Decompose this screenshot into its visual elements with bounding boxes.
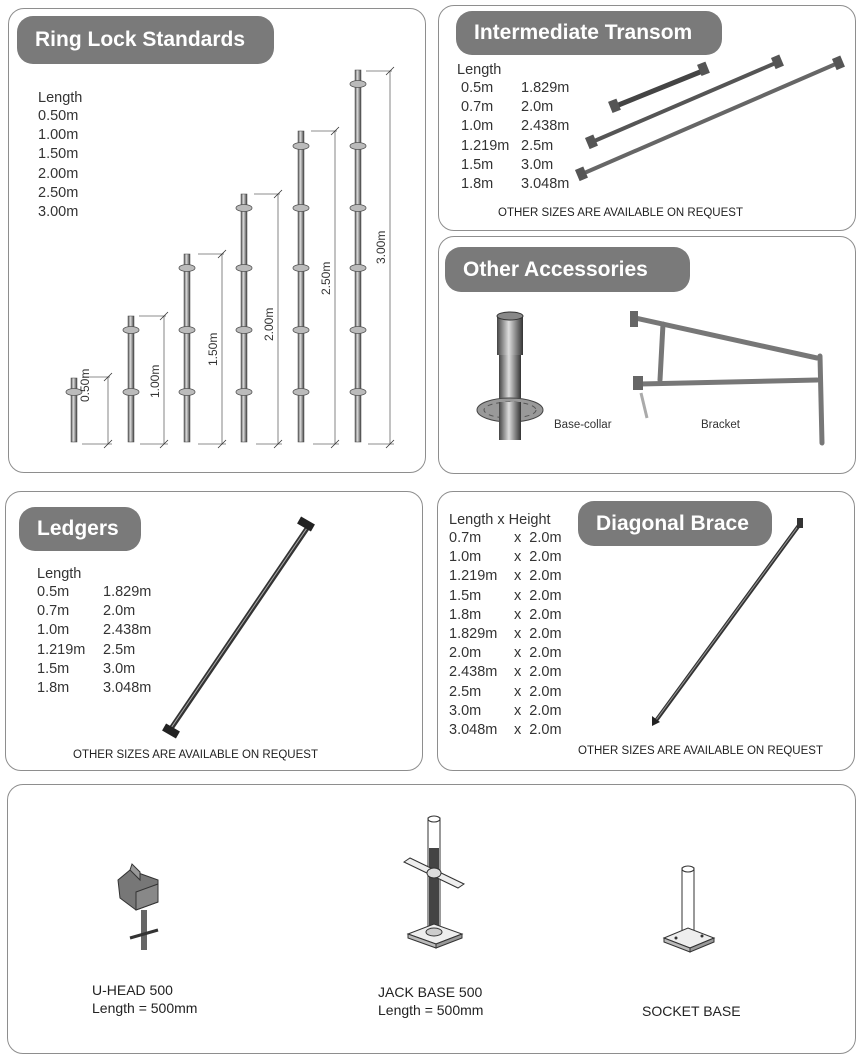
transom-length: 2.5m xyxy=(521,137,554,154)
ring-lock-length: 0.50m xyxy=(38,108,79,124)
transom-length: 1.8m xyxy=(461,175,494,192)
transom-note: OTHER SIZES ARE AVAILABLE ON REQUEST xyxy=(498,207,743,219)
ring-lock-length: 3.00m xyxy=(38,203,79,220)
brace-height: x 2.0m xyxy=(514,664,562,681)
u-head-icon xyxy=(110,862,170,962)
brace-height: x 2.0m xyxy=(514,683,562,700)
ledger-length: 1.219m xyxy=(37,641,86,658)
u-head-spec: Length = 500mm xyxy=(92,1000,198,1016)
ledgers-title: Ledgers xyxy=(19,507,141,551)
brace-height: x 2.0m xyxy=(514,625,562,642)
transom-length: 3.0m xyxy=(521,156,554,173)
diagonal-brace-title: Diagonal Brace xyxy=(578,501,772,546)
socket-base-icon xyxy=(656,862,726,962)
diagonal-brace-header: Length x Height xyxy=(449,512,551,528)
dimension-label-1-50m: 1.50m xyxy=(206,332,220,366)
brace-height: x 2.0m xyxy=(514,587,562,604)
ledger-length: 3.0m xyxy=(103,660,136,677)
brace-height: x 2.0m xyxy=(514,721,562,738)
ledger-length: 3.048m xyxy=(103,679,152,696)
transom-length: 0.7m xyxy=(461,99,494,116)
ledgers-note: OTHER SIZES ARE AVAILABLE ON REQUEST xyxy=(73,749,318,761)
brace-length: 3.0m xyxy=(449,702,482,719)
ring-lock-standards-title: Ring Lock Standards xyxy=(17,16,274,64)
ring-lock-length: 1.50m xyxy=(38,146,79,163)
ring-lock-length: 2.00m xyxy=(38,165,79,182)
ledgers-length-header: Length xyxy=(37,566,82,582)
brace-height: x 2.0m xyxy=(514,568,562,585)
jack-base-name: JACK BASE 500 xyxy=(378,984,483,1000)
ledger-length: 1.8m xyxy=(37,679,70,696)
ledger-length: 0.5m xyxy=(37,584,70,600)
brace-length: 1.219m xyxy=(449,568,498,585)
transom-length: 1.829m xyxy=(521,80,570,96)
brace-height: x 2.0m xyxy=(514,606,562,623)
transom-length: 1.5m xyxy=(461,156,494,173)
intermediate-transom-title: Intermediate Transom xyxy=(456,11,722,55)
ledger-length: 2.5m xyxy=(103,641,136,658)
brace-length: 0.7m xyxy=(449,530,482,546)
transom-length: 0.5m xyxy=(461,80,494,96)
other-accessories-title: Other Accessories xyxy=(445,247,690,292)
transom-length: 1.0m xyxy=(461,118,494,135)
transom-length: 2.0m xyxy=(521,99,554,116)
ring-lock-length: 2.50m xyxy=(38,184,79,201)
base-collar-label: Base-collar xyxy=(554,419,612,431)
jack-base-spec: Length = 500mm xyxy=(378,1002,484,1018)
ledger-length: 1.5m xyxy=(37,660,70,677)
dimension-label-0-50m: 0.50m xyxy=(78,368,92,402)
jack-base-icon xyxy=(398,812,478,962)
bracket-label: Bracket xyxy=(701,419,740,431)
dimension-label-1-00m: 1.00m xyxy=(148,364,162,398)
ring-lock-length-header: Length xyxy=(38,90,83,106)
transom-length-header: Length xyxy=(457,62,502,78)
brace-length: 3.048m xyxy=(449,721,498,738)
brace-length: 2.438m xyxy=(449,664,498,681)
dimension-label-3-00m: 3.00m xyxy=(374,230,388,264)
ledger-length: 0.7m xyxy=(37,603,70,620)
brace-length: 1.8m xyxy=(449,606,482,623)
brace-length: 2.0m xyxy=(449,645,482,662)
ledger-length: 2.438m xyxy=(103,622,152,639)
dimension-label-2-00m: 2.00m xyxy=(262,307,276,341)
brace-length: 1.0m xyxy=(449,549,482,566)
u-head-name: U-HEAD 500 xyxy=(92,982,173,998)
transom-length: 2.438m xyxy=(521,118,570,135)
socket-base-name: SOCKET BASE xyxy=(642,1003,741,1019)
ledger-length: 2.0m xyxy=(103,603,136,620)
brace-length: 2.5m xyxy=(449,683,482,700)
diagonal-brace-note: OTHER SIZES ARE AVAILABLE ON REQUEST xyxy=(578,745,823,757)
brace-height: x 2.0m xyxy=(514,549,562,566)
transom-length: 1.219m xyxy=(461,137,510,154)
ledger-length: 1.0m xyxy=(37,622,70,639)
brace-length: 1.829m xyxy=(449,625,498,642)
ledger-length: 1.829m xyxy=(103,584,152,600)
brace-length: 1.5m xyxy=(449,587,482,604)
ring-lock-length: 1.00m xyxy=(38,127,79,144)
transom-length: 3.048m xyxy=(521,175,570,192)
brace-height: x 2.0m xyxy=(514,645,562,662)
brace-height: x 2.0m xyxy=(514,702,562,719)
dimension-label-2-50m: 2.50m xyxy=(319,261,333,295)
brace-height: x 2.0m xyxy=(514,530,562,546)
